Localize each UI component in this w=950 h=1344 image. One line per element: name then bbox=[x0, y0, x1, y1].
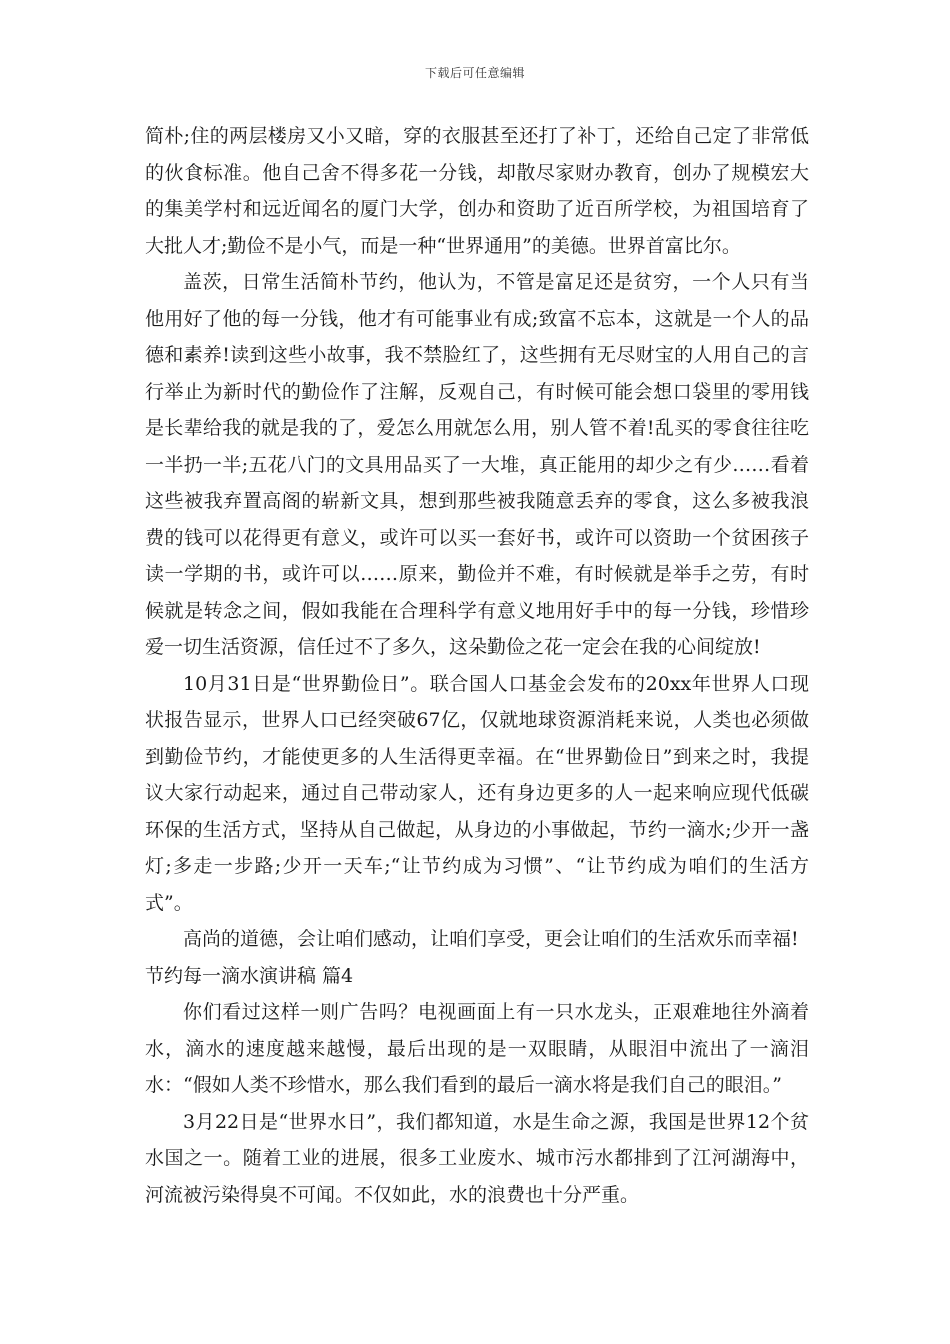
document-body bbox=[145, 118, 809, 1213]
paragraph-2: 盖茨，日常生活简朴节约，他认为，不管是富足还是贫穷，一个人只有当他用好了他的每一分钱，他才有可能事业有成;致富不忘本，这就是一个人的品德和素养!读到这些小故事，我不禁脸红了，这些拥有无尽财宝的人用自己的言行举止为新时代的勤俭作了注解，反观自己，有时候可能会想口袋里的零用钱是长辈给我的就是我的了，爱怎么用就怎么用，别人管不着!乱买的零食往往吃一半扔一半;五花八门的文具用品买了一大堆，真正能用的却少之有少……看着这些被我弃置高阁的崭新文具，想到那些被我随意丢弃的零食，这么多被我浪费的钱可以花得更有意义，或许可以买一套好书，或许可以资助一个贫困孩子读一学期的书，或许可以……原来，勤俭并不难，有时候就是举手之劳，有时候就是转念之间，假如我能在合理科学有意义地用好手中的每一分钱，珍惜珍爱一切生活资源，信任过不了多久，这朵勤俭之花一定会在我的心间绽放! bbox=[145, 271, 809, 658]
paragraph-5: 你们看过这样一则广告吗？电视画面上有一只水龙头，正艰难地往外滴着水，滴水的速度越来越慢，最后出现的是一双眼睛，从眼泪中流出了一滴泪水：“假如人类不珍惜水，那么我们看到的最后一滴水将是我们自己的眼泪。” bbox=[145, 1001, 809, 1096]
paragraph-1: 简朴;住的两层楼房又小又暗，穿的衣服甚至还打了补丁，还给自己定了非常低的伙食标准。他自己舍不得多花一分钱，却散尽家财办教育，创办了规模宏大的集美学村和远近闻名的厦门大学，创办和资助了近百所学校，为祖国培育了大批人才;勤俭不是小气，而是一种“世界通用”的美德。世界首富比尔。 bbox=[145, 125, 809, 257]
page-header: 下载后可任意编辑 bbox=[424, 66, 525, 80]
paragraph-3: 10月31日是“世界勤俭日”。联合国人口基金会发布的20xx年世界人口现状报告显示，世界人口已经突破67亿，仅就地球资源消耗来说，人类也必须做到勤俭节约，才能使更多的人生活得更幸福。在“世界勤俭日”到来之时，我提议大家行动起来，通过自己带动家人，还有身边更多的人一起来响应现代低碳环保的生活方式，坚持从自己做起，从身边的小事做起，节约一滴水;少开一盏灯;多走一步路;少开一天车;“让节约成为习惯”、“让节约成为咱们的生活方式”。 bbox=[145, 672, 809, 914]
section-heading: 节约每一滴水演讲稿 篇4 bbox=[145, 964, 354, 987]
paragraph-6: 3月22日是“世界水日”，我们都知道，水是生命之源，我国是世界12个贫水国之一。随着工业的进展，很多工业废水、城市污水都排到了江河湖海中，河流被污染得臭不可闻。不仅如此，水的浪费也十分严重。 bbox=[145, 1110, 809, 1206]
paragraph-4: 高尚的道德，会让咱们感动，让咱们享受，更会让咱们的生活欢乐而幸福! bbox=[183, 928, 799, 950]
